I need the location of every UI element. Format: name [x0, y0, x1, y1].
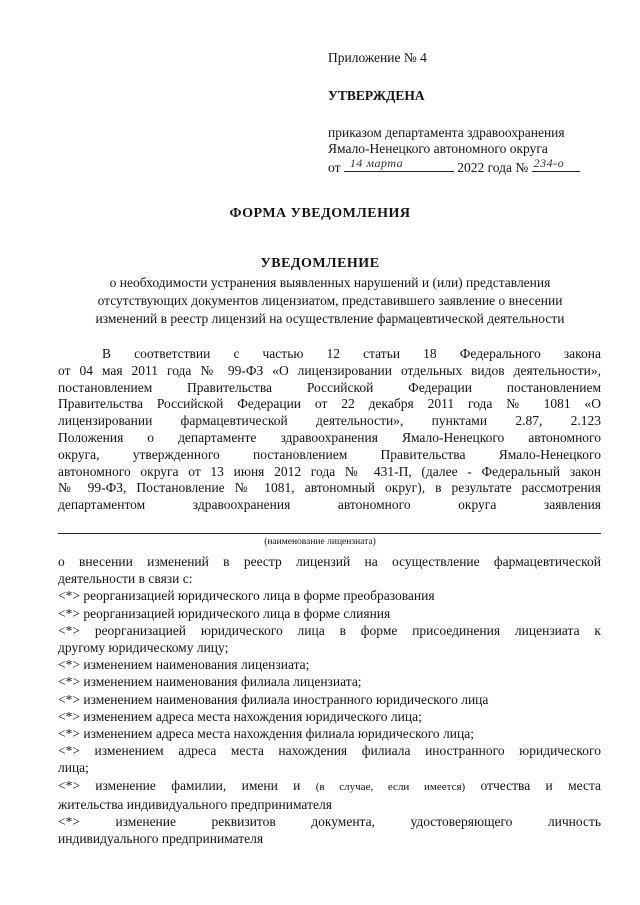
- notice-subtitle-line: отсутствующих документов лицензиатом, представившего заявление о внесении: [97, 293, 563, 308]
- licensee-name-line: [58, 533, 601, 534]
- list-item: <*> изменением адреса места нахождения филиала иностранного юридического: [58, 743, 601, 759]
- reasons-list: [58, 553, 601, 847]
- list-item: <*> изменением наименования филиала лицензиата;: [58, 674, 362, 690]
- handwritten-date: 14 марта: [349, 156, 404, 170]
- paragraph-line: лицензировании фармацевтической деятельности», пунктами 2.87, 2.123: [58, 413, 601, 429]
- from-label: от: [328, 160, 341, 175]
- surname-item-part2: отчества и места: [480, 777, 602, 793]
- main-paragraph: [58, 346, 601, 514]
- paragraph-line: округа, утвержденного постановлением Правительства Ямало-Ненецкого: [58, 446, 601, 462]
- order-line-1: приказом департамента здравоохранения: [328, 125, 565, 140]
- paragraph-line: Правительства Российской Федерации от 22 декабря 2011 года № 1081 «О: [58, 396, 601, 412]
- paragraph-line: № 99-ФЗ, Постановление № 1081, автономный округ), в результате рассмотрения: [58, 480, 601, 496]
- paragraph-line: от 04 мая 2011 года № 99-ФЗ «О лицензировании отдельных видов деятельности»,: [58, 362, 601, 378]
- list-item: <*> изменение реквизитов документа, удостоверяющего личность: [58, 814, 601, 830]
- form-title: ФОРМА УВЕДОМЛЕНИЯ: [229, 206, 411, 221]
- list-item: <*> реорганизацией юридического лица в форме преобразования: [58, 588, 435, 604]
- handwritten-number: 234-о: [533, 156, 565, 170]
- notice-subtitle: [50, 274, 610, 328]
- list-item-surname: [58, 777, 601, 796]
- list-item: <*> изменением наименования филиала иностранного юридического лица: [58, 691, 489, 707]
- list-item: <*> реорганизацией юридического лица в форме присоединения лицензиата к: [58, 622, 601, 638]
- list-item: <*> изменением адреса места нахождения филиала юридического лица;: [58, 726, 474, 742]
- list-item: <*> реорганизацией юридического лица в форме слияния: [58, 605, 391, 621]
- year-label: 2022 года №: [457, 160, 529, 175]
- surname-item-part1: <*> изменение фамилии, имени и: [58, 777, 301, 793]
- paragraph-line: автономного округа от 13 июня 2012 года № 431-П, (далее - Федеральный закон: [58, 463, 601, 479]
- list-intro-line: деятельности в связи с:: [58, 571, 193, 587]
- date-field: [344, 158, 454, 172]
- notice-subtitle-line: изменений в реестр лицензий на осуществление фармацевтической деятельности: [95, 311, 565, 326]
- list-intro-line: о внесении изменений в реестр лицензий на осуществление фармацевтической: [58, 554, 601, 569]
- paragraph-line: департаментом здравоохранения автономного округа заявления: [58, 497, 601, 513]
- list-item-continuation: другому юридическому лицу;: [58, 640, 229, 656]
- order-line-2: Ямало-Ненецкого автономного округа: [328, 141, 548, 156]
- surname-item-note: (в случае, если имеется): [315, 780, 466, 793]
- order-date-line: [328, 158, 580, 176]
- paragraph-line: постановлением Правительства Российской Федерации постановлением: [58, 379, 601, 395]
- paragraph-line: В соответствии с частью 12 статьи 18 Федерального закона: [102, 346, 601, 361]
- paragraph-line: Положения о департаменте здравоохранения Ямало-Ненецкого автономного: [58, 429, 601, 445]
- licensee-caption: (наименование лицензиата): [264, 537, 376, 547]
- list-item-continuation: индивидуального предпринимателя: [58, 831, 264, 847]
- list-item: <*> изменением наименования лицензиата;: [58, 657, 310, 673]
- approved-heading: УТВЕРЖДЕНА: [328, 88, 425, 103]
- appendix-number: Приложение № 4: [328, 50, 427, 65]
- list-item-continuation: лица;: [58, 760, 89, 776]
- notice-subtitle-line: о необходимости устранения выявленных нарушений и (или) представления: [109, 275, 551, 290]
- number-field: [532, 158, 580, 172]
- list-item-continuation: жительства индивидуального предпринимателя: [58, 796, 332, 812]
- notice-title: УВЕДОМЛЕНИЕ: [260, 256, 380, 271]
- list-item: <*> изменением адреса места нахождения юридического лица;: [58, 708, 422, 724]
